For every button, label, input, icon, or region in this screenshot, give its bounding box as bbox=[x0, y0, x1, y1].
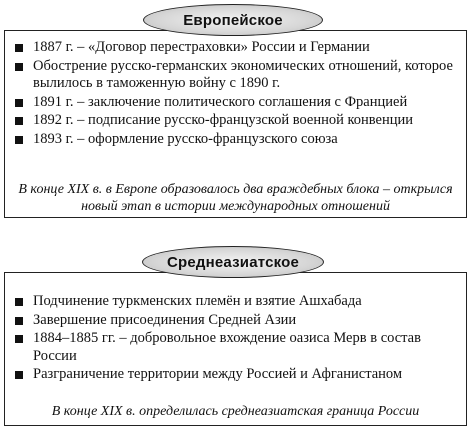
square-bullet-icon bbox=[15, 298, 23, 306]
event-text: 1887 г. – «Договор перестраховки» России и Германии bbox=[33, 39, 370, 55]
central-asian-conclusion: В конце XIX в. определилась среднеазиатская граница России bbox=[51, 404, 420, 419]
list-item bbox=[15, 330, 460, 365]
central-asian-event-list bbox=[15, 293, 460, 385]
european-title: Европейское bbox=[183, 11, 283, 29]
list-item bbox=[15, 94, 460, 112]
square-bullet-icon bbox=[15, 63, 23, 71]
square-bullet-icon bbox=[15, 99, 23, 107]
event-text: Подчинение туркменских племён и взятие Ашхабада bbox=[33, 293, 362, 309]
list-item bbox=[15, 131, 460, 149]
event-text: 1891 г. – заключение политического соглашения с Францией bbox=[33, 93, 408, 110]
square-bullet-icon bbox=[15, 44, 23, 52]
list-item bbox=[15, 112, 460, 130]
event-text: 1892 г. – подписание русско-французской военной конвенции bbox=[33, 112, 414, 128]
list-item bbox=[15, 312, 460, 330]
square-bullet-icon bbox=[15, 371, 23, 379]
list-item bbox=[15, 39, 460, 57]
event-text: 1884–1885 гг. – добровольное вхождение оазиса Мерв в состав России bbox=[33, 330, 421, 364]
european-content-box bbox=[4, 30, 467, 218]
square-bullet-icon bbox=[15, 117, 23, 125]
list-item bbox=[15, 366, 460, 384]
square-bullet-icon bbox=[15, 317, 23, 325]
event-text: Завершение присоединения Средней Азии bbox=[33, 311, 297, 328]
european-conclusion: В конце XIX в. в Европе образовалось два враждебных блока – открылся новый этап в истории международных отношений bbox=[18, 182, 453, 214]
european-event-list bbox=[15, 39, 460, 149]
list-item bbox=[15, 58, 460, 93]
central-asian-title: Среднеазиатское bbox=[166, 253, 300, 271]
list-item bbox=[15, 293, 460, 311]
event-text: Обострение русско-германских экономических отношений, которое вылилось в таможенную войну с 1890 г. bbox=[33, 57, 453, 91]
central-asian-heading bbox=[142, 246, 324, 278]
european-heading bbox=[143, 4, 323, 36]
square-bullet-icon bbox=[15, 335, 23, 343]
square-bullet-icon bbox=[15, 136, 23, 144]
event-text: 1893 г. – оформление русско-французского союза bbox=[33, 130, 338, 147]
event-text: Разграничение территории между Россией и Афганистаном bbox=[33, 366, 403, 382]
central-asian-content-box bbox=[4, 272, 467, 426]
